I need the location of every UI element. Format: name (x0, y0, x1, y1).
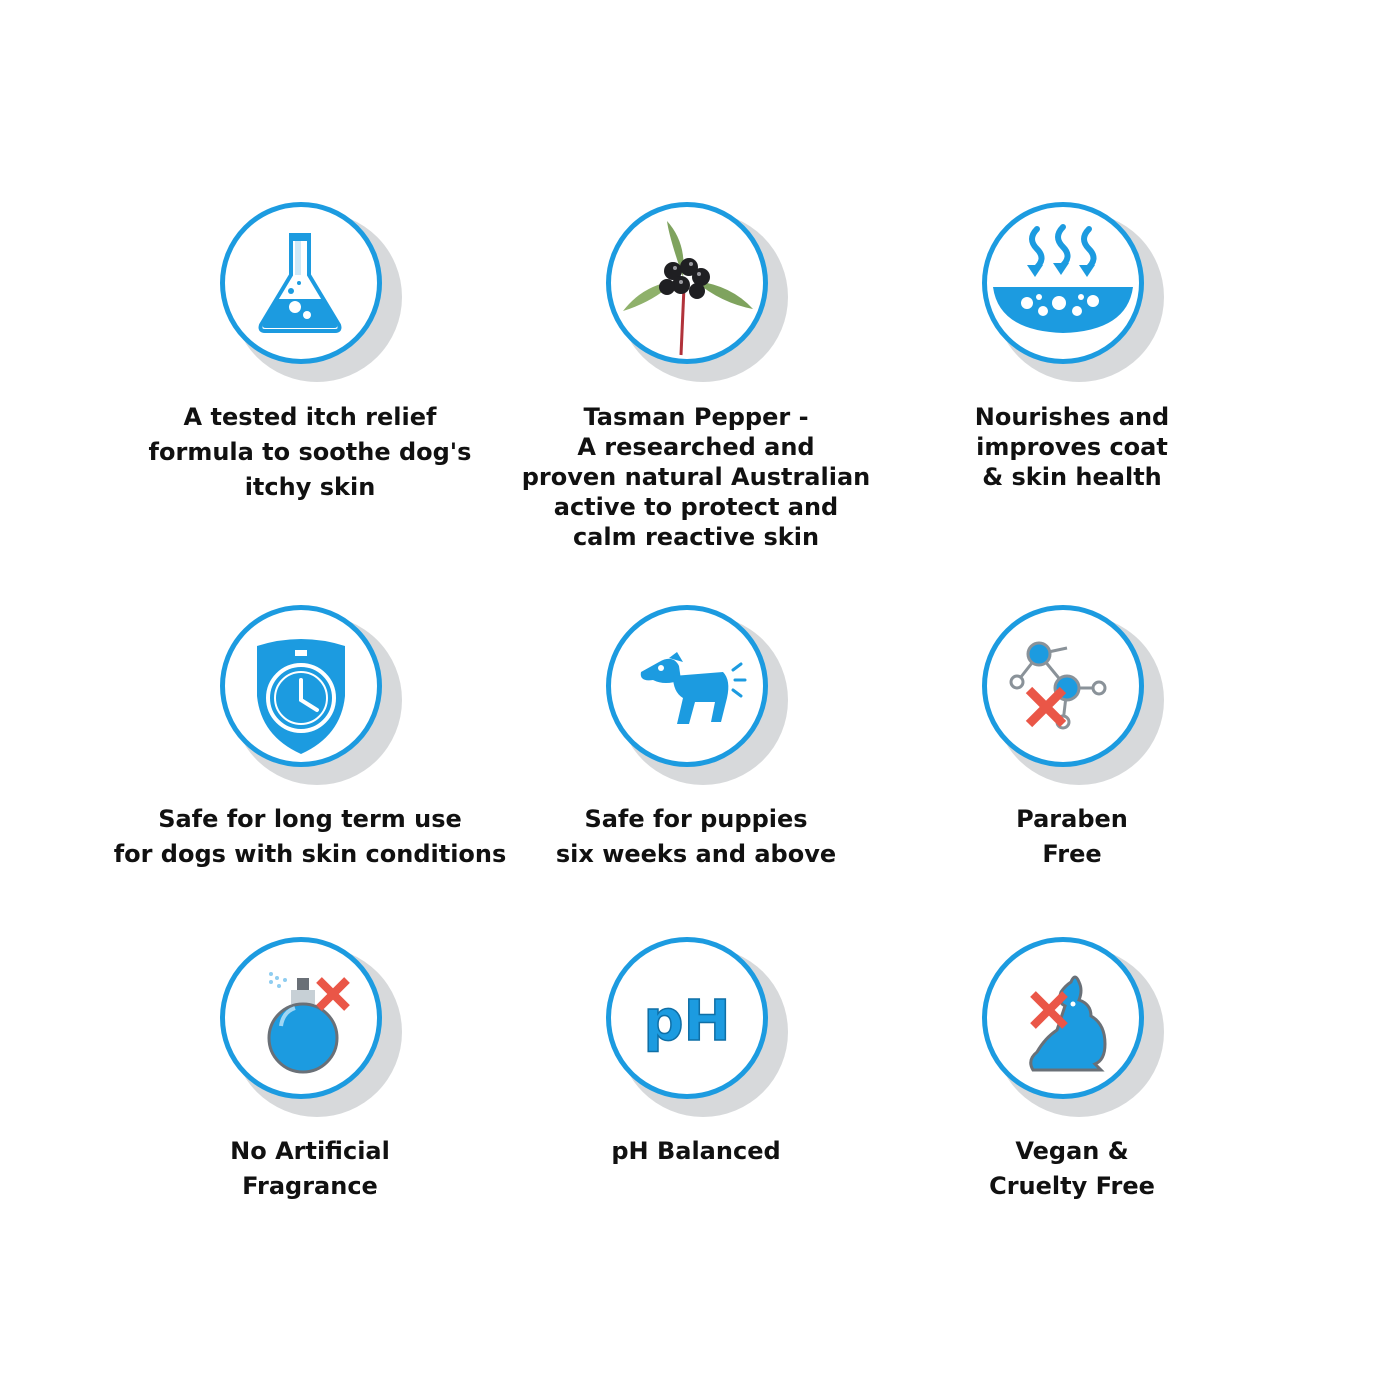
pepper-berry-icon (611, 207, 763, 359)
badge (220, 202, 400, 382)
nourish-bowl-icon (987, 207, 1139, 359)
no-animal-testing-rabbit-icon (987, 942, 1139, 1094)
feature-label: Safe for long term use for dogs with skin conditions (113, 805, 507, 868)
badge (606, 937, 786, 1117)
badge (606, 202, 786, 382)
badge (606, 605, 786, 785)
ph-icon (611, 942, 763, 1094)
badge (982, 937, 1162, 1117)
badge (982, 605, 1162, 785)
feature-label: pH Balanced (611, 1137, 781, 1165)
feature-label: No Artificial Fragrance (230, 1137, 390, 1200)
no-fragrance-bottle-icon (225, 942, 377, 1094)
feature-label: Safe for puppies six weeks and above (555, 805, 837, 868)
puppy-icon (611, 610, 763, 762)
shield-stopwatch-icon (225, 610, 377, 762)
feature-label: Tasman Pepper - A researched and proven natural Australian active to protect and calm reactive skin (521, 403, 871, 551)
feature-label: Paraben Free (1016, 805, 1128, 868)
flask-icon (225, 207, 377, 359)
feature-label: Vegan & Cruelty Free (989, 1137, 1155, 1200)
feature-label: A tested itch relief formula to soothe dog's itchy skin (148, 403, 472, 501)
feature-label: Nourishes and improves coat & skin health (974, 403, 1170, 491)
badge (220, 937, 400, 1117)
badge (220, 605, 400, 785)
svg-text:pH: pH (643, 989, 731, 1054)
no-paraben-molecule-icon (987, 610, 1139, 762)
badge (982, 202, 1162, 382)
